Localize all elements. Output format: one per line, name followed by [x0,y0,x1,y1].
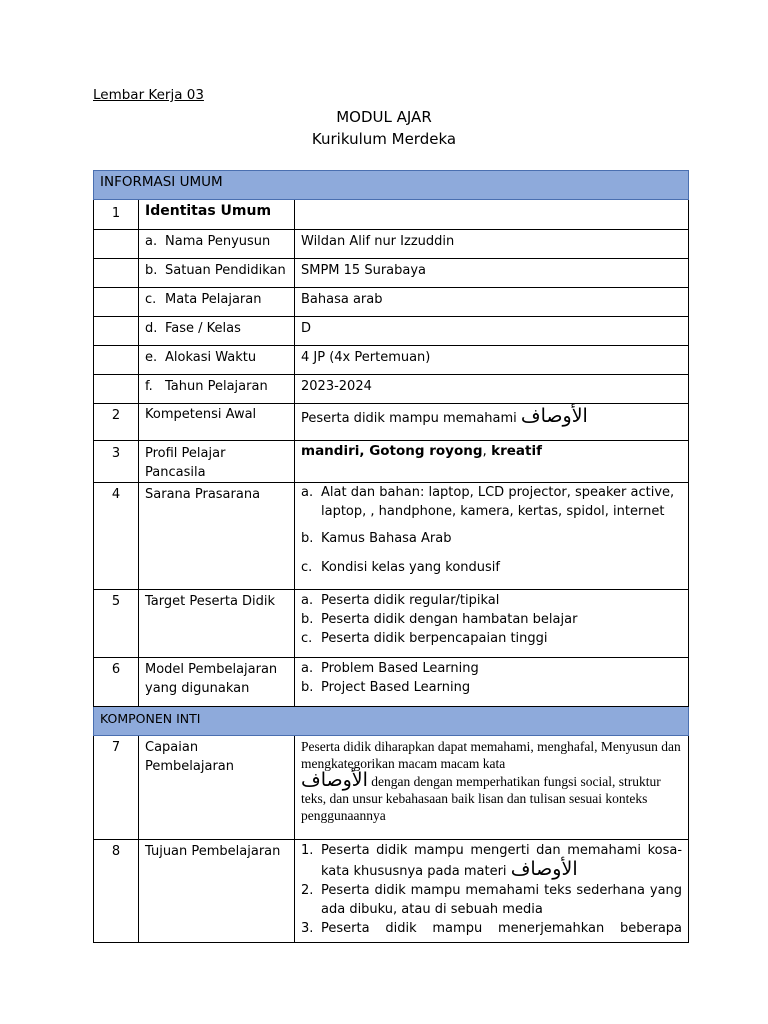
row-value: Peserta didik diharapkan dapat memahami, menghafal, Menyusun dan mengkategorikan macam macam kata الأوصاف dengan dengan memperhatikan fungsi social, struktur teks, dan unsur kebahasaan baik lisan dan tulisan sesuai konteks penggunaannya [295,736,689,840]
row-number: 2 [94,404,139,441]
row-number: 1 [94,200,139,230]
row-value: D [295,317,689,346]
list-item: a. Problem Based Learning [301,661,479,676]
row-label: Target Peserta Didik [139,590,295,658]
row-label: Capaian Pembelajaran [139,736,295,840]
row-value: Bahasa arab [295,288,689,317]
row-label: f. Tahun Pelajaran [139,375,295,404]
list-item: 2. Peserta didik mampu memahami teks sederhana yang ada dibuku, atau di sebuah media [301,883,683,917]
table-row [94,375,689,404]
list-item: 1. Peserta didik mampu mengerti dan memahami kosa-kata khususnya pada materi الأوصاف [301,843,683,880]
row-value: SMPM 15 Surabaya [295,259,689,288]
section-komponen-inti [94,707,689,736]
row-value: mandiri, Gotong royong, kreatif [295,441,689,483]
row-label: c. Mata Pelajaran [139,288,295,317]
table-row [94,590,689,658]
section-heading: INFORMASI UMUM [94,171,689,200]
row-number: 3 [94,441,139,483]
row-value: 4 JP (4x Pertemuan) [295,346,689,375]
row-value: Peserta didik mampu memahami الأوصاف [295,404,689,441]
table-row [94,346,689,375]
row-number: 6 [94,658,139,707]
row-value: 2023-2024 [295,375,689,404]
worksheet-label: Lembar Kerja 03 [93,87,204,103]
table-row [94,288,689,317]
row-label: b. Satuan Pendidikan [139,259,295,288]
row-label: Identitas Umum [139,200,295,230]
list-item: a. Alat dan bahan: laptop, LCD projector, speaker active, laptop, , handphone, kamera, kertas, spidol, internet [301,485,675,519]
row-number: 4 [94,483,139,590]
list-item: c. Peserta didik berpencapaian tinggi [301,631,548,646]
row-number: 5 [94,590,139,658]
arabic-term: الأوصاف [510,858,578,880]
row-label: a. Nama Penyusun [139,230,295,259]
table-row [94,200,689,230]
arabic-term: الأوصاف [301,769,368,791]
list-item: b. Project Based Learning [301,680,471,695]
list-item: a. Peserta didik regular/tipikal [301,593,500,608]
table-row [94,840,689,943]
row-label: d. Fase / Kelas [139,317,295,346]
table-row [94,317,689,346]
row-label: Kompetensi Awal [139,404,295,441]
module-table [93,170,689,943]
row-label: Model Pembelajaran yang digunakan [139,658,295,707]
list-item: b. Kamus Bahasa Arab [301,531,452,546]
table-row [94,658,689,707]
arabic-term: الأوصاف [520,405,588,427]
document-subtitle: Kurikulum Merdeka [311,130,457,148]
row-value [295,590,689,658]
list-item: b. Peserta didik dengan hambatan belajar [301,612,578,627]
row-value [295,200,689,230]
row-number: 8 [94,840,139,943]
table-row [94,259,689,288]
table-row [94,736,689,840]
row-label: Profil Pelajar Pancasila [139,441,295,483]
table-row [94,230,689,259]
row-value [295,658,689,707]
section-informasi-umum [94,171,689,200]
row-label: Sarana Prasarana [139,483,295,590]
row-label: Tujuan Pembelajaran [139,840,295,943]
row-value: Wildan Alif nur Izzuddin [295,230,689,259]
section-heading: KOMPONEN INTI [94,707,689,736]
row-label: e. Alokasi Waktu [139,346,295,375]
document-title: MODUL AJAR [336,108,432,126]
table-row [94,441,689,483]
row-value [295,840,689,943]
table-row [94,404,689,441]
list-item: 3. Peserta didik mampu menerjemahkan beberapa [301,921,683,936]
row-value [295,483,689,590]
table-row [94,483,689,590]
list-item: c. Kondisi kelas yang kondusif [301,560,500,575]
row-number: 7 [94,736,139,840]
